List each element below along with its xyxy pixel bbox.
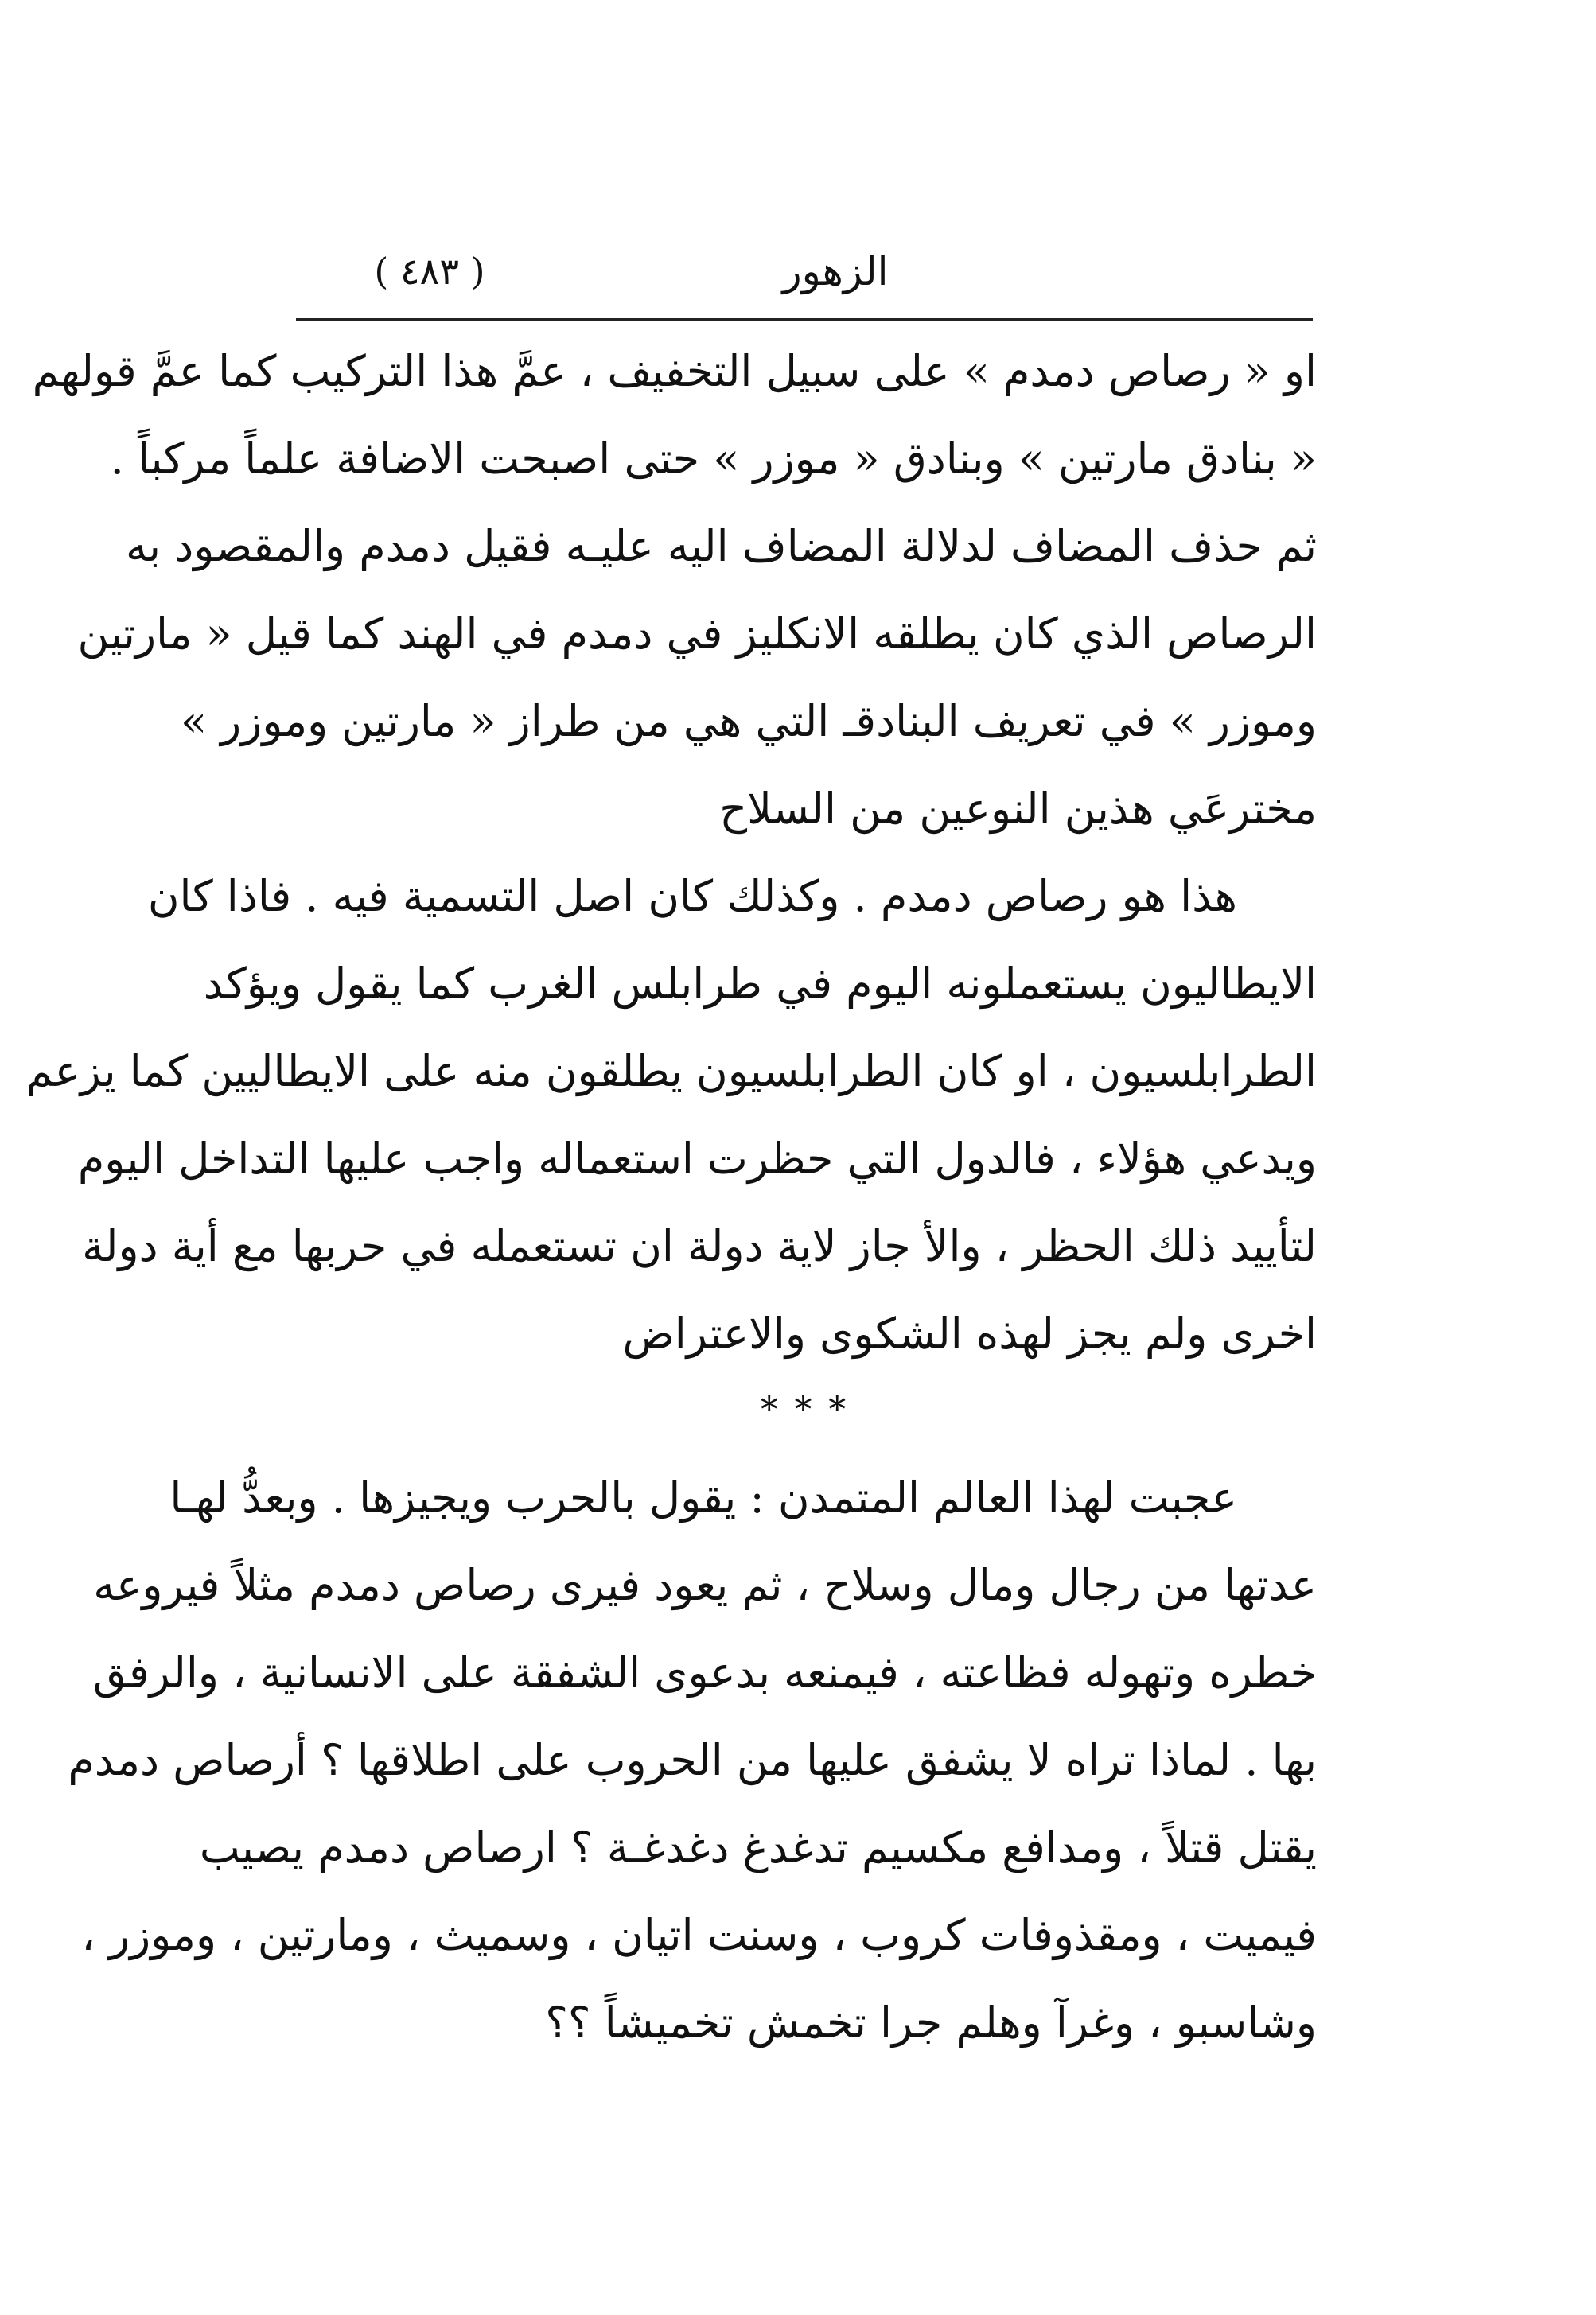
page-number: ( ٤٨٣ ) xyxy=(374,250,485,293)
paragraph-2 xyxy=(77,503,1317,853)
text-line: الطرابلسيون ، او كان الطرابلسيون يطلقون منه على الايطاليين كما يزعم xyxy=(25,1046,1317,1096)
text-line: وموزر » في تعريف البنادقـ التي هي من طراز « مارتين وموزر » xyxy=(180,696,1317,746)
text-line: الرصاص الذي كان يطلقه الانكليز في دمدم في الهند كما قيل « مارتين xyxy=(77,609,1317,659)
page-header xyxy=(294,235,1313,318)
text-line: مخترعَي هذين النوعين من السلاح xyxy=(719,784,1317,834)
text-line: او « رصاص دمدم » على سبيل التخفيف ، عمَّ هذا التركيب كما عمَّ قولهم xyxy=(32,346,1317,396)
running-title: الزهور xyxy=(782,248,889,294)
text-line: ثم حذف المضاف لدلالة المضاف اليه عليـه فقيل دمدم والمقصود به xyxy=(126,521,1317,571)
paragraph-1 xyxy=(32,328,1317,503)
paragraph-3 xyxy=(25,853,1317,1378)
text-line: وشاسبو ، وغرآ وهلم جرا تخمش تخميشاً ؟؟ xyxy=(545,1998,1317,2048)
text-line: خطره وتهوله فظاعته ، فيمنعه بدعوى الشفقة على الانسانية ، والرفق xyxy=(92,1648,1317,1698)
text-line: « بنادق مارتين » وبنادق « موزر » حتى اصبحت الاضافة علماً مركباً . xyxy=(110,434,1317,484)
text-line: اخرى ولم يجز لهذه الشكوى والاعتراض xyxy=(622,1309,1317,1359)
text-line: هذا هو رصاص دمدم . وكذلك كان اصل التسمية فيه . فاذا كان xyxy=(147,871,1237,921)
text-line: ويدعي هؤلاء ، فالدول التي حظرت استعماله واجب عليها التداخل اليوم xyxy=(77,1134,1317,1184)
header-rule xyxy=(296,318,1313,321)
text-line: عجبت لهذا العالم المتمدن : يقول بالحرب ويجيزها . وبعدُّ لهـا xyxy=(169,1473,1237,1523)
text-line: الايطاليون يستعملونه اليوم في طرابلس الغرب كما يقول ويؤكد xyxy=(203,959,1317,1009)
text-line: يقتل قتلاً ، ومدافع مكسيم تدغدغ دغدغـة ؟ ارصاص دمدم يصيب xyxy=(199,1823,1317,1873)
section-separator: * * * xyxy=(760,1390,851,1430)
text-line: عدتها من رجال ومال وسلاح ، ثم يعود فيرى رصاص دمدم مثلاً فيروعه xyxy=(93,1560,1317,1610)
body-text xyxy=(25,328,1317,2067)
text-line: بها . لماذا تراه لا يشفق عليها من الحروب على اطلاقها ؟ أرصاص دمدم xyxy=(68,1735,1317,1785)
text-line: فيميت ، ومقذوفات كروب ، وسنت اتيان ، وسميث ، ومارتين ، وموزر ، xyxy=(81,1910,1317,1960)
text-line: لتأييد ذلك الحظر ، والأ جاز لاية دولة ان تستعمله في حربها مع أية دولة xyxy=(82,1221,1317,1271)
paragraph-4 xyxy=(68,1454,1317,2067)
